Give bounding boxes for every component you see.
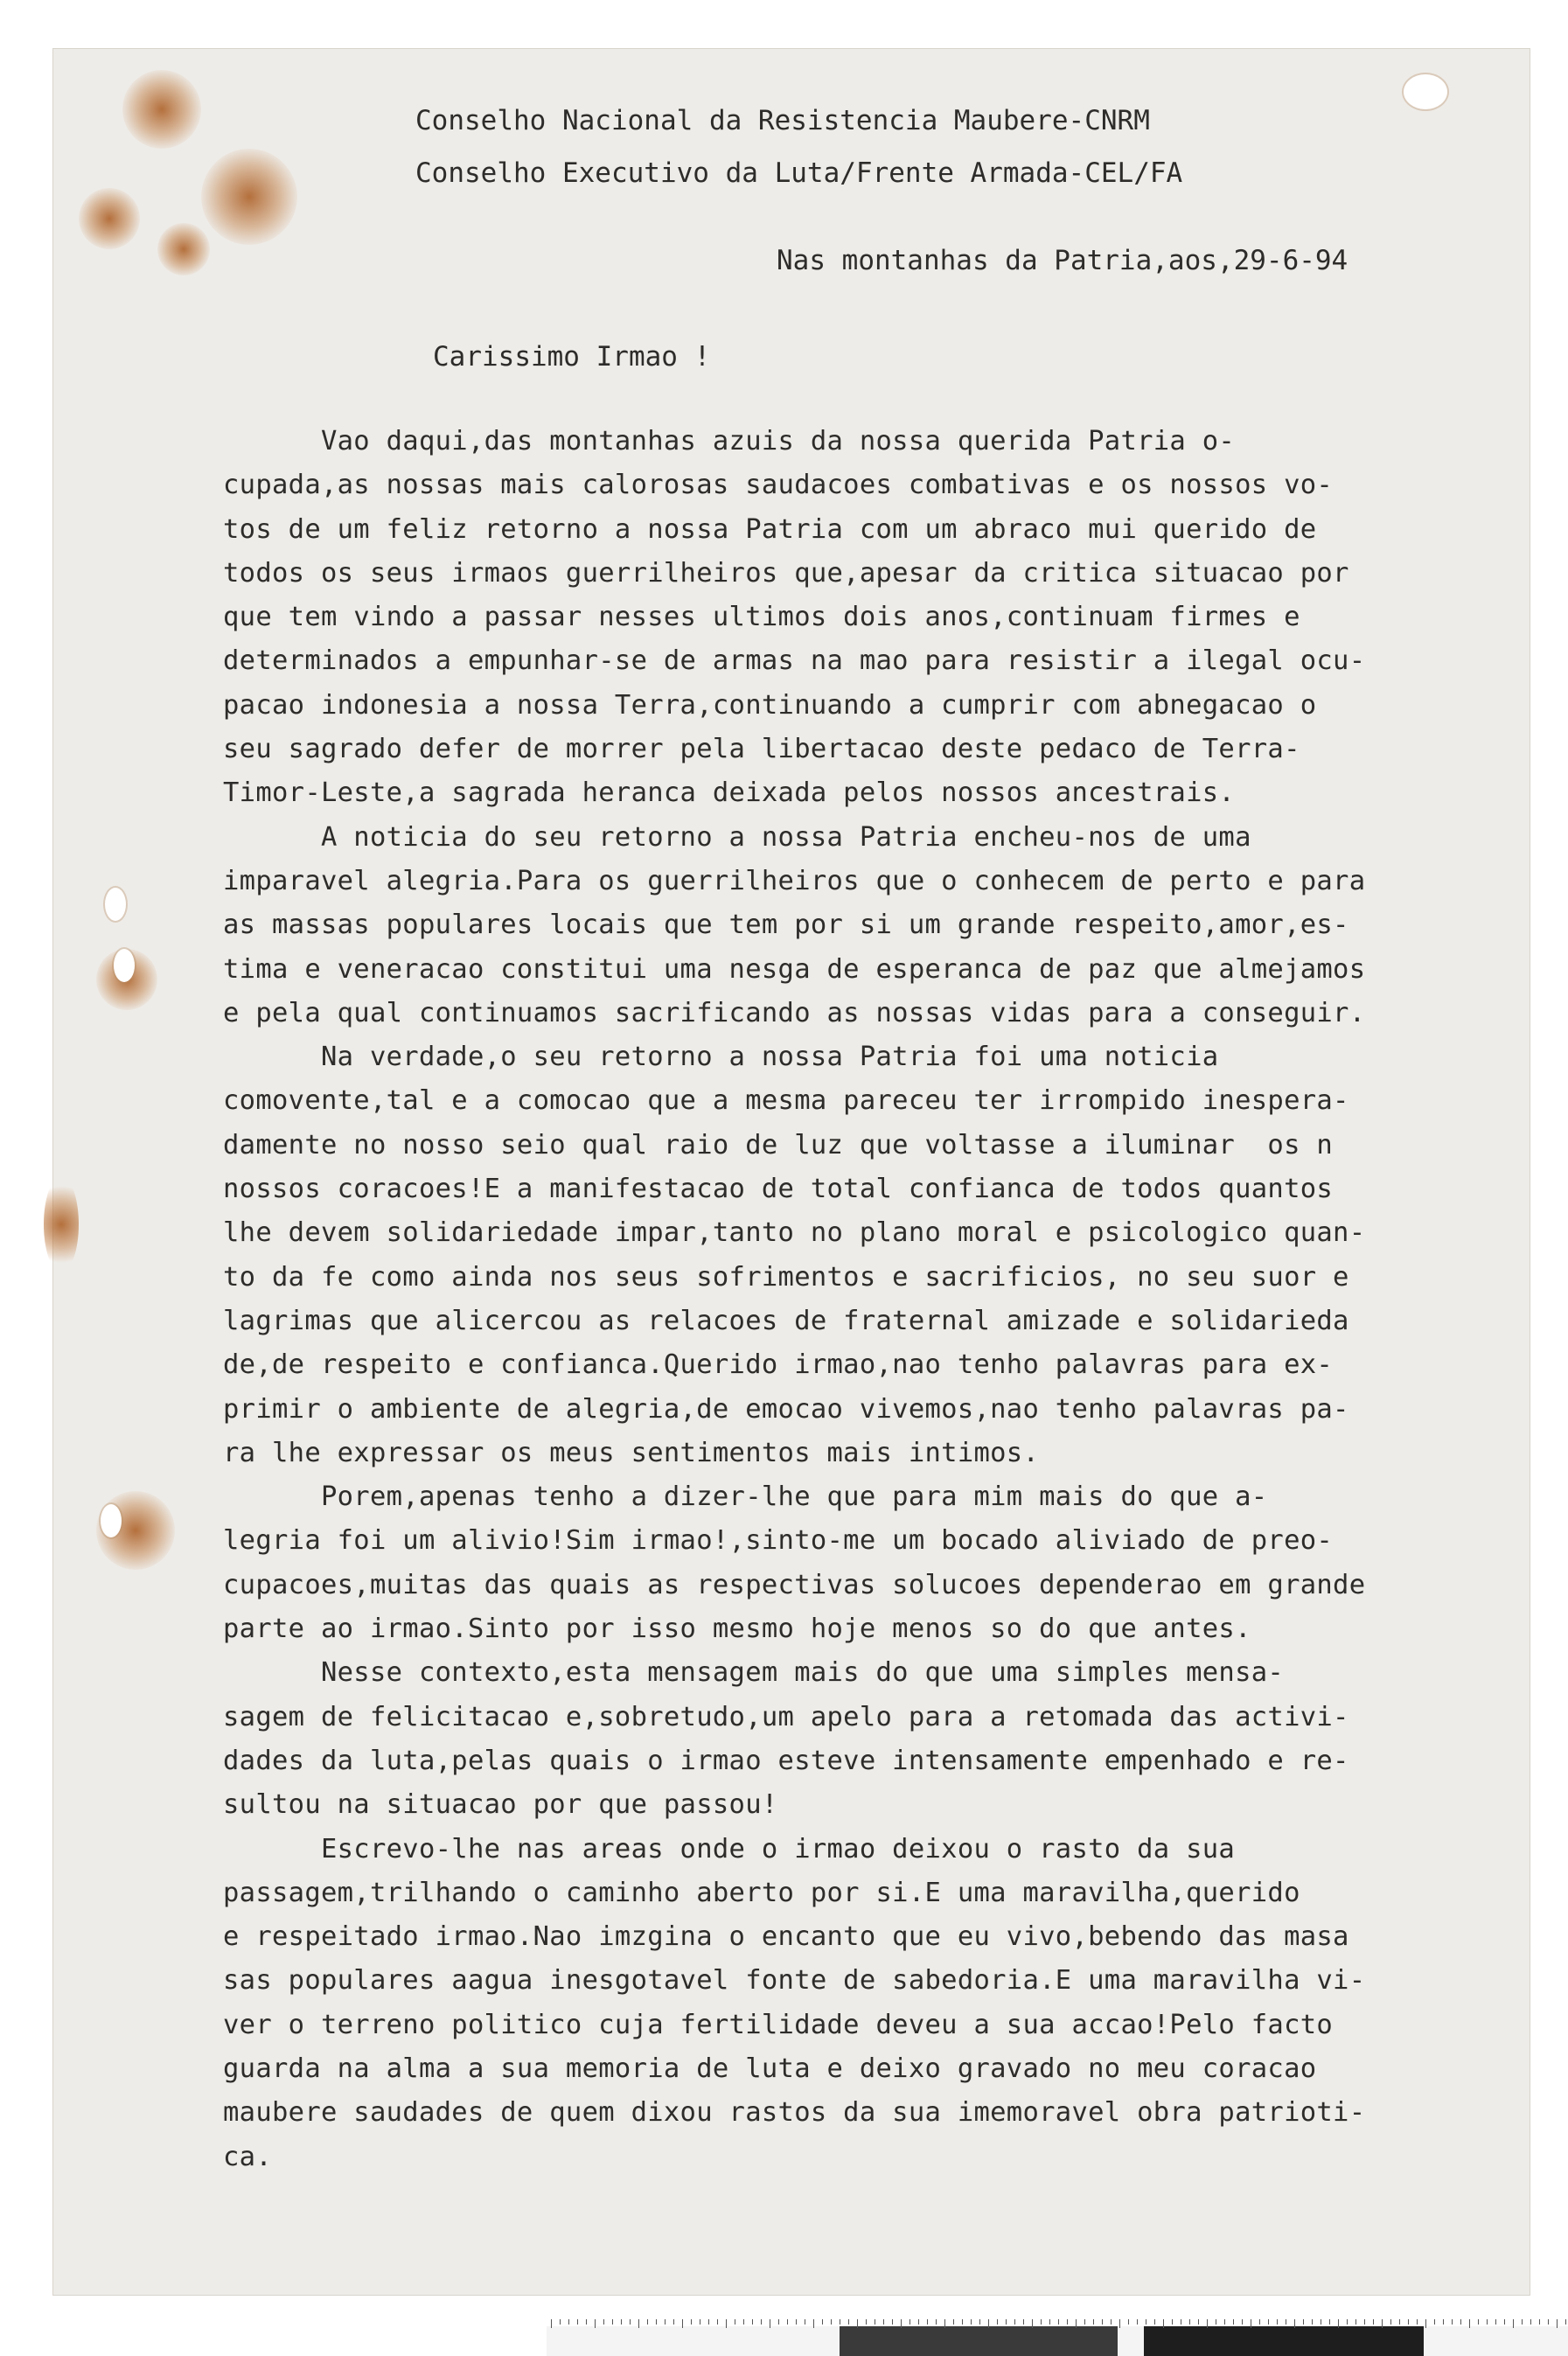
ruler-tick xyxy=(857,2319,858,2328)
ruler-tick xyxy=(673,2319,674,2325)
rust-stain xyxy=(157,223,210,275)
ruler-tick xyxy=(831,2319,832,2325)
body-text-line: nossos coracoes!E a manifestacao de total confianca de todos quantos xyxy=(223,1174,1334,1205)
ruler-tick xyxy=(936,2319,937,2325)
body-text-line: sultou na situacao por que passou! xyxy=(223,1789,778,1821)
ruler-tick xyxy=(708,2319,709,2325)
ruler-tick xyxy=(1067,2319,1068,2325)
ruler-tick xyxy=(1417,2319,1418,2325)
ruler-tick xyxy=(1014,2319,1015,2325)
ruler-tick xyxy=(927,2319,928,2325)
ruler-tick xyxy=(1058,2319,1059,2325)
ruler-tick xyxy=(953,2319,954,2325)
ruler-tick xyxy=(988,2319,989,2328)
letter-body xyxy=(223,420,1491,2179)
ruler-tick xyxy=(1390,2319,1391,2325)
body-text-line: Nesse contexto,esta mensagem mais do que uma simples mensa- xyxy=(223,1657,1285,1689)
ruler-segment-light xyxy=(547,2326,840,2356)
ruler-tick xyxy=(656,2319,657,2325)
ruler-tick xyxy=(1268,2319,1269,2325)
ruler-tick xyxy=(1119,2319,1120,2328)
ruler-tick xyxy=(752,2319,753,2325)
body-text-line: damente no nosso seio qual raio de luz que voltasse a iluminar os n xyxy=(223,1129,1334,1161)
ruler-tick xyxy=(1548,2319,1549,2325)
ruler-tick xyxy=(1093,2319,1094,2325)
ruler-tick xyxy=(1224,2319,1225,2325)
ruler-tick xyxy=(1294,2319,1295,2328)
ruler-tick xyxy=(813,2319,814,2328)
ruler-tick xyxy=(909,2319,910,2325)
ruler-tick xyxy=(1434,2319,1435,2325)
ruler-tick xyxy=(1469,2319,1470,2328)
ruler-tick xyxy=(1329,2319,1330,2325)
body-text-line: lagrimas que alicercou as relacoes de fraternal amizade e solidarieda xyxy=(223,1305,1349,1336)
ruler-tick xyxy=(1452,2319,1453,2325)
ruler-tick xyxy=(787,2319,788,2325)
ruler-tick xyxy=(1242,2319,1243,2325)
ruler-tick xyxy=(1425,2319,1426,2328)
ruler-tick xyxy=(568,2319,569,2325)
body-text-line: pacao indonesia a nossa Terra,continuando a cumprir com abnegacao o xyxy=(223,689,1317,721)
ruler-tick xyxy=(560,2319,561,2325)
ruler-tick xyxy=(691,2319,692,2325)
ruler-tick xyxy=(743,2319,744,2325)
ruler-tick xyxy=(1049,2319,1050,2325)
header-executive-name: Conselho Executivo da Luta/Frente Armada-CEL/FA xyxy=(415,157,1183,189)
ruler-tick xyxy=(621,2319,622,2325)
ruler-tick xyxy=(647,2319,648,2325)
body-text-line: imparavel alegria.Para os guerrilheiros que o conhecem de perto e para xyxy=(223,865,1366,896)
ruler-tick xyxy=(796,2319,797,2325)
ruler-tick xyxy=(1137,2319,1138,2325)
place-date-line: Nas montanhas da Patria,aos,29-6-94 xyxy=(777,245,1348,276)
ruler-tick xyxy=(1478,2319,1479,2325)
body-text-line: tima e veneracao constitui uma nesga de esperanca de paz que almejamos xyxy=(223,953,1366,985)
ruler-tick xyxy=(1154,2319,1155,2325)
ruler-tick xyxy=(901,2319,902,2328)
ruler-tick xyxy=(1207,2319,1208,2328)
ruler-tick xyxy=(1565,2319,1566,2325)
body-text-line: cupacoes,muitas das quais as respectivas solucoes dependerao em grande xyxy=(223,1569,1366,1600)
ruler-tick xyxy=(603,2319,604,2325)
body-text-line: dades da luta,pelas quais o irmao esteve intensamente empenhado e re- xyxy=(223,1745,1349,1776)
punch-hole xyxy=(1404,74,1447,109)
ruler-tick xyxy=(1189,2319,1190,2325)
ruler-tick xyxy=(1530,2319,1531,2325)
ruler-tick xyxy=(1513,2319,1514,2328)
ruler-tick xyxy=(761,2319,762,2325)
ruler-tick xyxy=(551,2319,552,2328)
ruler-tick xyxy=(848,2319,849,2325)
body-text-line: Escrevo-lhe nas areas onde o irmao deixou o rasto da sua xyxy=(223,1833,1236,1865)
ruler-tick xyxy=(577,2319,578,2325)
ruler-tick xyxy=(1364,2319,1365,2325)
body-text-line: sagem de felicitacao e,sobretudo,um apelo para a retomada das activi- xyxy=(223,1701,1349,1732)
ruler-tick xyxy=(778,2319,779,2325)
ruler-tick xyxy=(665,2319,666,2325)
ruler-tick xyxy=(1495,2319,1496,2325)
body-text-line: Timor-Leste,a sagrada heranca deixada pelos nossos ancestrais. xyxy=(223,777,1236,809)
rust-stain xyxy=(44,1176,79,1272)
ruler-tick xyxy=(1006,2319,1007,2325)
ruler-tick xyxy=(630,2319,631,2325)
body-text-line: que tem vindo a passar nesses ultimos dois anos,continuam firmes e xyxy=(223,602,1300,633)
ruler-tick xyxy=(1041,2319,1042,2325)
ruler-tick xyxy=(1277,2319,1278,2325)
ruler-tick xyxy=(595,2319,596,2328)
body-text-line: cupada,as nossas mais calorosas saudacoes combativas e os nossos vo- xyxy=(223,470,1334,501)
ruler-tick xyxy=(1347,2319,1348,2325)
ruler-segment-light xyxy=(1424,2326,1568,2356)
ruler-tick xyxy=(726,2319,727,2328)
ruler-segment-light xyxy=(1118,2326,1144,2356)
scale-ruler xyxy=(547,2319,1568,2356)
ruler-tick xyxy=(1504,2319,1505,2325)
header-council-name: Conselho Nacional da Resistencia Maubere-CNRM xyxy=(415,105,1150,136)
punch-hole xyxy=(105,888,126,921)
salutation: Carissimo Irmao ! xyxy=(433,341,711,373)
body-text-line: e respeitado irmao.Nao imzgina o encanto que eu vivo,bebendo das masa xyxy=(223,1921,1349,1953)
ruler-tick xyxy=(1443,2319,1444,2325)
body-text-line: legria foi um alivio!Sim irmao!,sinto-me um bocado aliviado de preo- xyxy=(223,1525,1334,1557)
body-text-line: guarda na alma a sua memoria de luta e deixo gravado no meu coracao xyxy=(223,2053,1317,2084)
body-text-line: ca. xyxy=(223,2141,272,2172)
ruler-tick xyxy=(883,2319,884,2325)
rust-stain xyxy=(201,149,297,245)
rust-stain xyxy=(79,188,140,249)
ruler-tick xyxy=(1557,2319,1558,2328)
punch-hole xyxy=(101,1504,122,1537)
body-text-line: to da fe como ainda nos seus sofrimentos e sacrificios, no seu suor e xyxy=(223,1261,1349,1293)
ruler-tick xyxy=(1198,2319,1199,2325)
ruler-tick xyxy=(866,2319,867,2325)
ruler-tick xyxy=(612,2319,613,2325)
ruler-tick xyxy=(1338,2319,1339,2328)
ruler-tick xyxy=(682,2319,683,2328)
body-text-line: e pela qual continuamos sacrificando as nossas vidas para a conseguir. xyxy=(223,997,1366,1028)
body-text-line: passagem,trilhando o caminho aberto por si.E uma maravilha,querido xyxy=(223,1877,1300,1908)
body-text-line: determinados a empunhar-se de armas na mao para resistir a ilegal ocu- xyxy=(223,645,1366,677)
body-text-line: as massas populares locais que tem por si um grande respeito,amor,es- xyxy=(223,910,1349,941)
ruler-segment-dark xyxy=(1144,2326,1424,2356)
body-text-line: todos os seus irmaos guerrilheiros que,apesar da critica situacao por xyxy=(223,557,1349,589)
ruler-tick xyxy=(1487,2319,1488,2325)
ruler-tick xyxy=(962,2319,963,2325)
ruler-tick xyxy=(1172,2319,1173,2325)
ruler-tick xyxy=(1399,2319,1400,2325)
body-text-line: parte ao irmao.Sinto por isso mesmo hoje menos so do que antes. xyxy=(223,1614,1251,1645)
ruler-tick xyxy=(1111,2319,1112,2325)
ruler-tick xyxy=(1128,2319,1129,2325)
ruler-tick xyxy=(1233,2319,1234,2325)
body-text-line: ver o terreno politico cuja fertilidade deveu a sua accao!Pelo facto xyxy=(223,2009,1334,2040)
ruler-tick xyxy=(1539,2319,1540,2325)
ruler-tick xyxy=(822,2319,823,2325)
body-text-line: seu sagrado defer de morrer pela libertacao deste pedaco de Terra- xyxy=(223,734,1300,765)
ruler-tick xyxy=(997,2319,998,2325)
body-text-line: A noticia do seu retorno a nossa Patria encheu-nos de uma xyxy=(223,821,1251,853)
ruler-tick xyxy=(1084,2319,1085,2325)
ruler-tick xyxy=(918,2319,919,2325)
ruler-tick xyxy=(1373,2319,1374,2325)
ruler-tick xyxy=(971,2319,972,2325)
ruler-tick xyxy=(944,2319,945,2328)
ruler-tick xyxy=(1163,2319,1164,2328)
ruler-tick xyxy=(892,2319,893,2325)
ruler-tick xyxy=(1408,2319,1409,2325)
ruler-tick xyxy=(638,2319,639,2328)
ruler-tick xyxy=(1460,2319,1461,2325)
ruler-tick xyxy=(1032,2319,1033,2328)
body-text-line: ra lhe expressar os meus sentimentos mais intimos. xyxy=(223,1437,1040,1468)
ruler-tick xyxy=(586,2319,587,2325)
punch-hole xyxy=(114,949,135,982)
body-text-line: primir o ambiente de alegria,de emocao vivemos,nao tenho palavras pa- xyxy=(223,1393,1349,1425)
body-text-line: comovente,tal e a comocao que a mesma pareceu ter irrompido inespera- xyxy=(223,1085,1349,1117)
rust-stain xyxy=(122,70,201,149)
body-text-line: Vao daqui,das montanhas azuis da nossa querida Patria o- xyxy=(223,426,1236,457)
body-text-line: sas populares aagua inesgotavel fonte de sabedoria.E uma maravilha vi- xyxy=(223,1965,1366,1997)
ruler-tick xyxy=(1522,2319,1523,2325)
body-text-line: Na verdade,o seu retorno a nossa Patria foi uma noticia xyxy=(223,1042,1219,1073)
ruler-tick xyxy=(1312,2319,1313,2325)
ruler-tick xyxy=(1303,2319,1304,2325)
ruler-segment-dark xyxy=(840,2326,1118,2356)
ruler-tick xyxy=(979,2319,980,2325)
body-text-line: lhe devem solidariedade impar,tanto no plano moral e psicologico quan- xyxy=(223,1217,1366,1249)
ruler-tick xyxy=(1023,2319,1024,2325)
body-text-line: maubere saudades de quem dixou rastos da sua imemoravel obra patrioti- xyxy=(223,2097,1366,2129)
ruler-tick xyxy=(1076,2319,1077,2328)
ruler-tick xyxy=(1259,2319,1260,2325)
ruler-tick xyxy=(1355,2319,1356,2325)
body-text-line: de,de respeito e confianca.Querido irmao,nao tenho palavras para ex- xyxy=(223,1349,1334,1381)
ruler-tick xyxy=(717,2319,718,2325)
ruler-tick xyxy=(1102,2319,1103,2325)
body-text-line: Porem,apenas tenho a dizer-lhe que para mim mais do que a- xyxy=(223,1481,1268,1513)
body-text-line: tos de um feliz retorno a nossa Patria com um abraco mui querido de xyxy=(223,513,1317,545)
ruler-tick xyxy=(1382,2319,1383,2328)
